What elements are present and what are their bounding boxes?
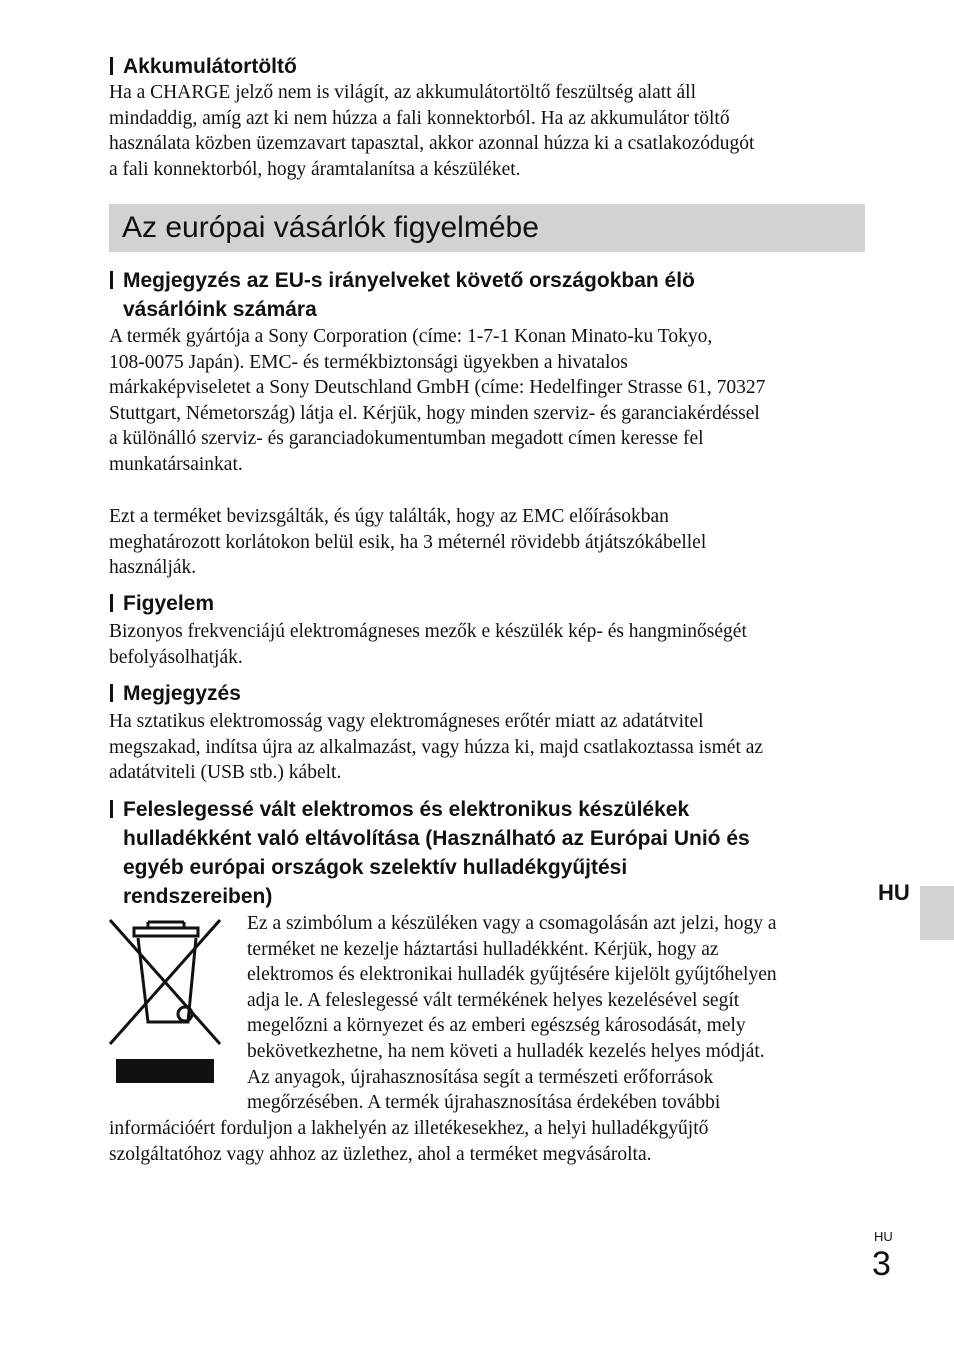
banner-title: Az európai vásárlók figyelmébe <box>122 211 539 244</box>
text-line: Az anyagok, újrahasznosítása segít a természeti erőforrások <box>247 1066 714 1088</box>
text-line: márkaképviseletet a Sony Deutschland GmbH (címe: Hedelfinger Strasse 61, 70327 <box>109 377 766 399</box>
heading-line: egyéb európai országok szelektív hulladékgyűjtési <box>123 856 628 879</box>
text-line: A termék gyártója a Sony Corporation (címe: 1-7-1 Konan Minato-ku Tokyo, <box>109 326 713 347</box>
text-line: információért forduljon a lakhelyén az illetékesekhez, a helyi hulladékgyűjtő <box>109 1118 709 1139</box>
charger-paragraph <box>109 80 869 182</box>
text-line: mindaddig, amíg azt ki nem húzza a fali konnektorból. Ha az akkumulátor töltő <box>109 107 730 129</box>
text-line: adja le. A feleslegessé vált termékének helyes kezelésével segít <box>247 989 740 1011</box>
section-banner <box>109 204 865 252</box>
text-line: 108-0075 Japán). EMC- és termékbiztonsági ügyekben a hivatalos <box>109 351 628 373</box>
disposal-full-paragraph <box>109 1116 869 1167</box>
heading-line: rendszereiben) <box>123 885 273 908</box>
disposal-side-paragraph <box>247 911 867 1116</box>
text-line: megőrzésében. A termék újrahasznosítása érdekében további <box>247 1092 721 1114</box>
note-paragraph <box>109 709 869 786</box>
text-line: elektromos és elektronikai hulladék gyűjtésére kijelölt gyűjtőhelyen <box>247 964 777 986</box>
language-tab-label: HU <box>878 880 910 905</box>
section-heading-eu-notice <box>110 266 870 324</box>
text-line: megelőzni a környezet és az emberi egészség károsodását, mely <box>247 1015 746 1037</box>
text-line: használják. <box>109 557 197 579</box>
heading-line: Feleslegessé vált elektromos és elektronikus készülékek <box>123 798 690 821</box>
heading-bar <box>110 800 113 818</box>
heading-bar <box>110 271 113 289</box>
text-line: Stuttgart, Németország) látja el. Kérjük, hogy minden szerviz- és garanciakérdéssel <box>109 402 760 424</box>
text-line: Ha a CHARGE jelző nem is világít, az akkumulátortöltő feszültség alatt áll <box>109 82 697 103</box>
text-line: befolyásolhatják. <box>109 646 243 668</box>
text-line: meghatározott korlátokon belül esik, ha 3 méternél rövidebb átjátszókábellel <box>109 531 707 553</box>
section-heading-charger: Akkumulátortöltő <box>110 52 870 81</box>
language-side-tab <box>920 886 954 940</box>
text-line: Ez a szimbólum a készüléken vagy a csomagolásán azt jelzi, hogy a <box>247 913 777 934</box>
heading-line: vásárlóink számára <box>123 298 317 321</box>
heading-bar <box>110 594 113 612</box>
text-line: terméket ne kezelje háztartási hulladékként. Kérjük, hogy az <box>247 938 719 960</box>
text-line: Bizonyos frekvenciájú elektromágneses mezők e készülék kép- és hangminőségét <box>109 621 747 642</box>
section-heading-attention: Figyelem <box>110 589 870 618</box>
crossed-out-wheelie-bin-icon <box>108 916 224 1088</box>
text-line: a fali konnektorból, hogy áramtalanítsa a készüléket. <box>109 158 521 180</box>
footer-language-code: HU <box>874 1229 893 1244</box>
text-line: Ezt a terméket bevizsgálták, és úgy találták, hogy az EMC előírásokban <box>109 506 669 527</box>
text-line: munkatársainkat. <box>109 453 243 475</box>
eu-notice-paragraph-1 <box>109 324 869 478</box>
text-line: a különálló szerviz- és garanciadokumentumban megadott címen keresse fel <box>109 428 704 450</box>
heading-bar <box>110 57 113 75</box>
attention-paragraph <box>109 619 869 670</box>
heading-line: Megjegyzés az EU-s irányelveket követő országokban élö <box>123 269 695 292</box>
text-line: bekövetkezhetne, ha nem követi a hulladék kezelés helyes módját. <box>247 1040 765 1062</box>
text-line: szolgáltatóhoz vagy ahhoz az üzlethez, ahol a terméket megvásárolta. <box>109 1143 652 1165</box>
text-line: használata közben üzemzavart tapasztal, akkor azonnal húzza ki a csatlakozódugót <box>109 133 755 155</box>
text-line: Ha sztatikus elektromosság vagy elektromágneses erőtér miatt az adatátvitel <box>109 711 704 732</box>
heading-bar <box>110 684 113 702</box>
page-number: 3 <box>872 1245 891 1283</box>
text-line: adatátviteli (USB stb.) kábelt. <box>109 762 342 784</box>
heading-line: hulladékként való eltávolítása (Használható az Európai Unió és <box>123 827 750 850</box>
section-heading-note: Megjegyzés <box>110 679 870 708</box>
section-heading-disposal <box>110 795 870 911</box>
text-line: megszakad, indítsa újra az alkalmazást, vagy húzza ki, majd csatlakoztassa ismét az <box>109 736 764 758</box>
eu-notice-paragraph-2 <box>109 504 869 581</box>
